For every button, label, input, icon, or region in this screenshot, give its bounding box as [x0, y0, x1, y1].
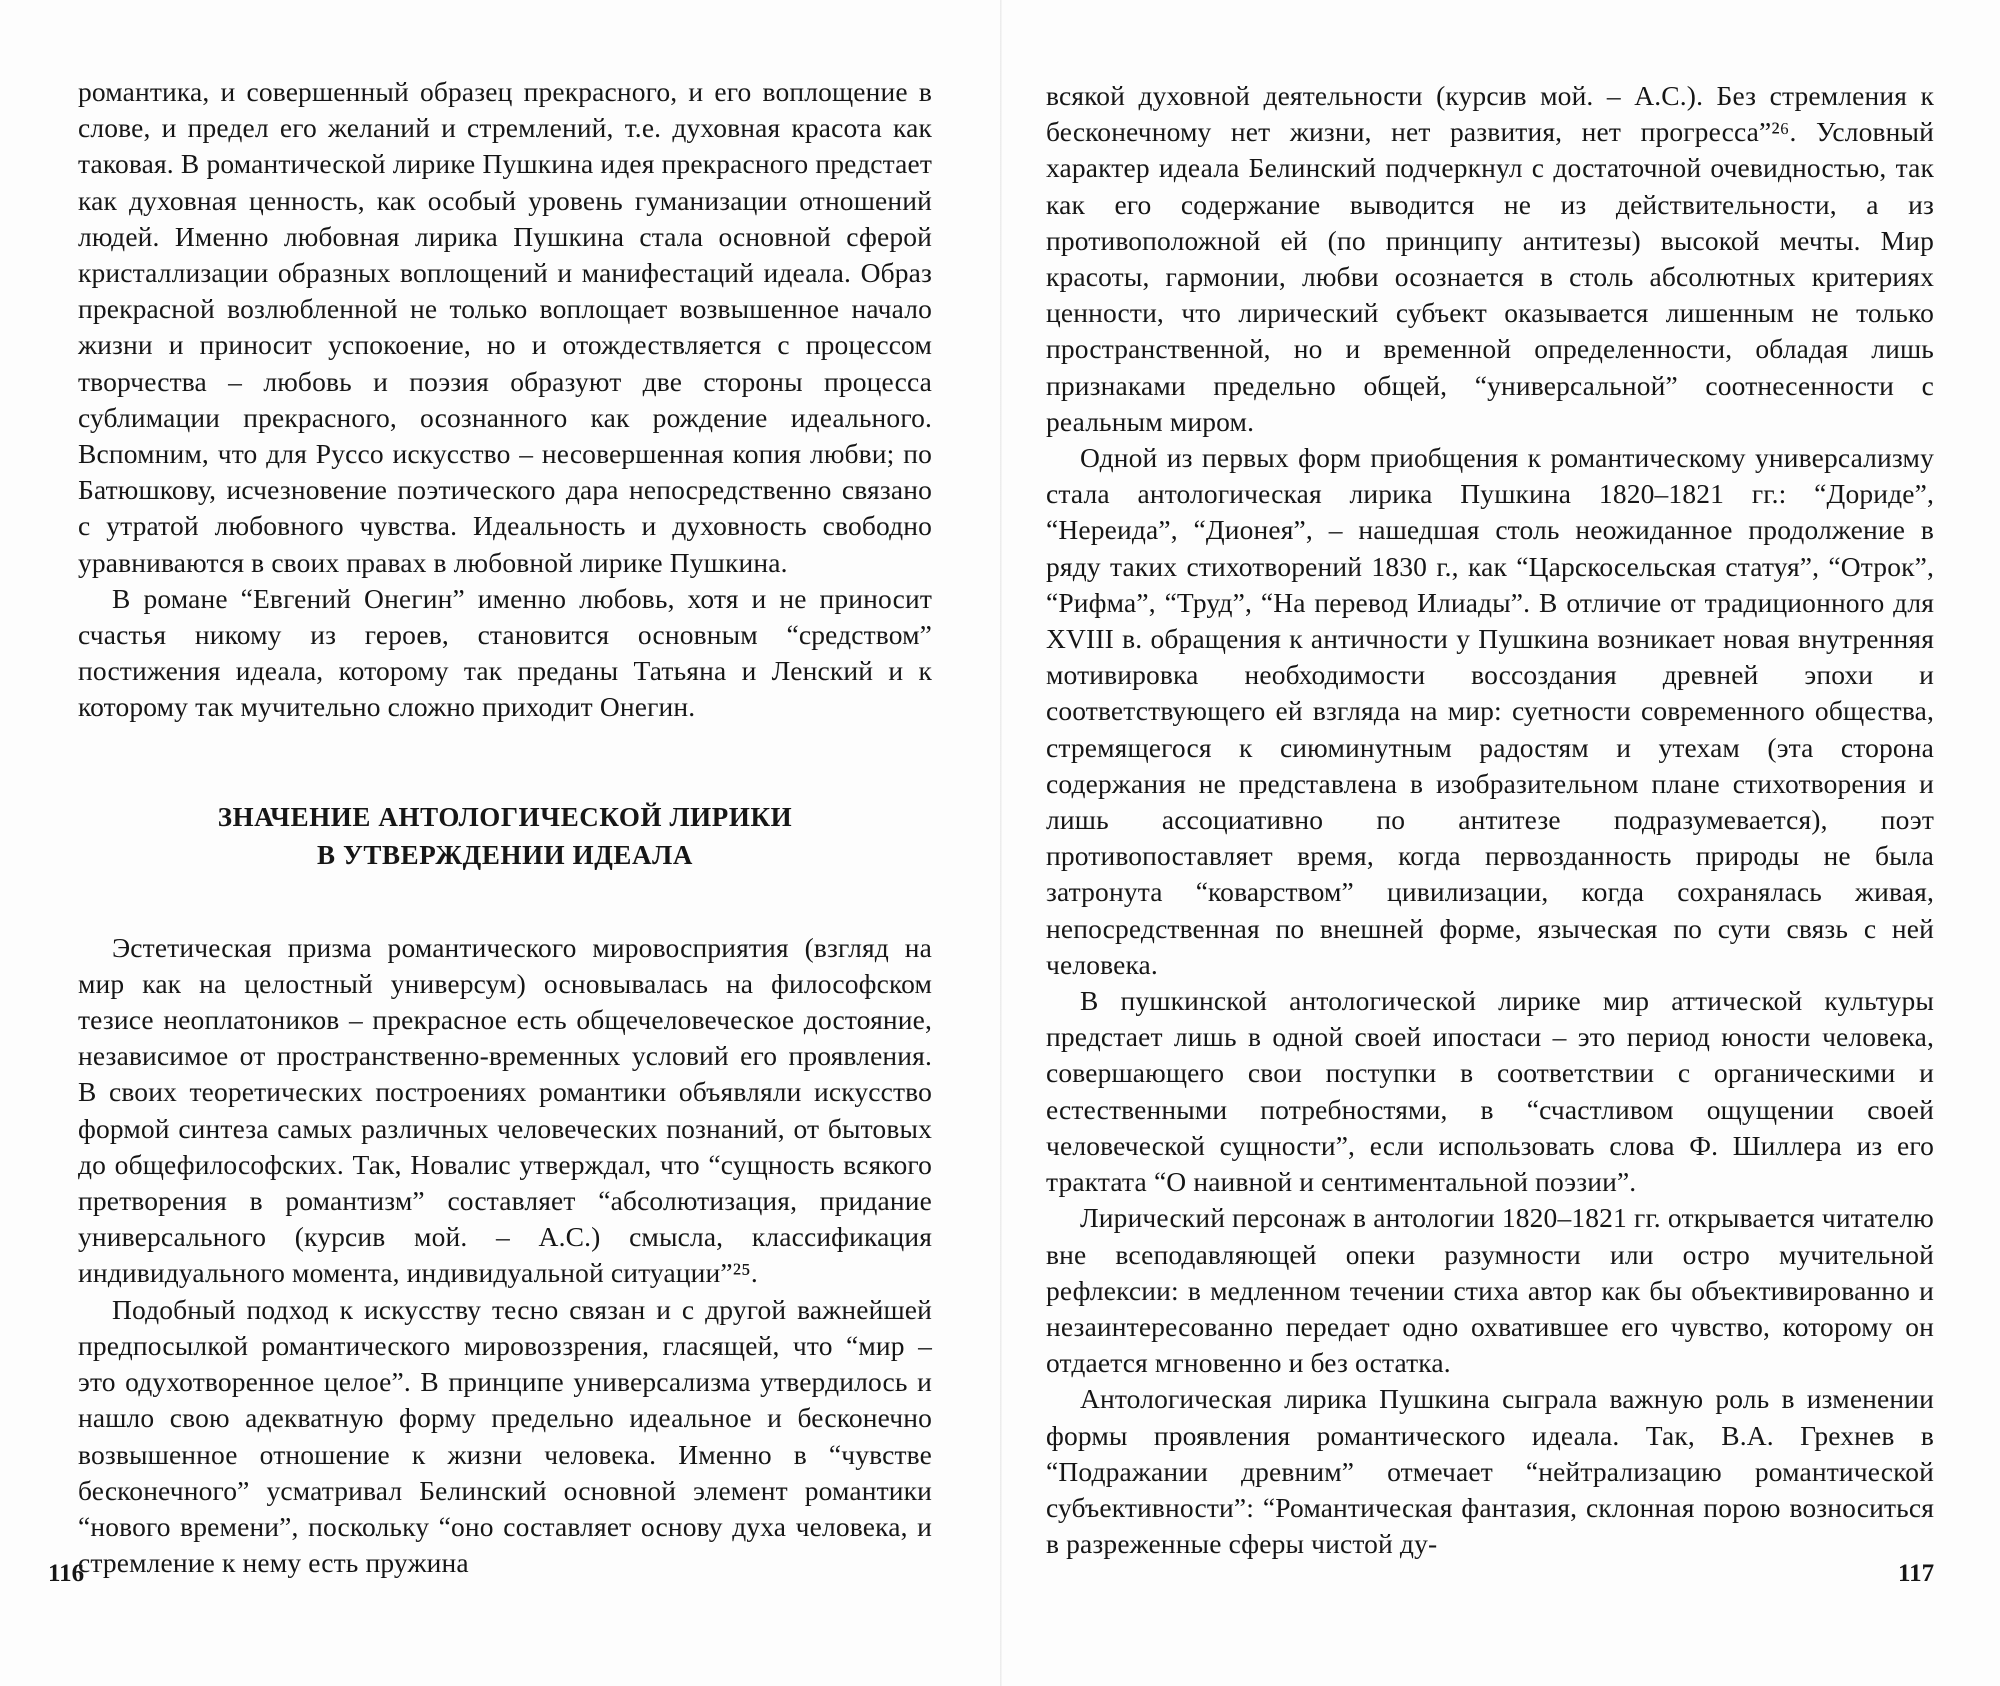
paragraph: Антологическая лирика Пушкина сыграла важную роль в изменении формы проявления романтического идеала. Так, В.А. Грехнев в “Подражании древним” отмечает “нейтрализацию романтической субъективности”: “Романтическая фантазия, склонная порою возноситься в разреженные сферы чистой ду-: [1046, 1383, 1934, 1560]
section-heading-line-2: В УТВЕРЖДЕНИИ ИДЕАЛА: [317, 839, 693, 870]
section-heading-line-1: ЗНАЧЕНИЕ АНТОЛОГИЧЕСКОЙ ЛИРИКИ: [217, 801, 793, 832]
paragraph: Подобный подход к искусству тесно связан и с другой важнейшей предпосылкой романтического мировоззрения, гласящей, что “мир – это одухотворенное целое”. В принципе универсализма утвердилось и нашло свою адекватную форму предельно идеальное и бесконечно возвышенное отношение к жизни человека. Именно в “чувстве бесконечного” усматривал Белинский основной элемент романтики “нового времени”, поскольку “оно составляет основу духа человека, и стремление к нему есть пружина: [78, 1293, 932, 1579]
paragraph-continued: всякой духовной деятельности (курсив мой. – А.С.). Без стремления к бесконечному нет жизни, нет развития, нет прогресса”²⁶. Условный характер идеала Белинский подчеркнул с достаточной очевидностью, так как его содержание выводится не из действительности, а из противоположной ей (по принципу антитезы) высокой мечты. Мир красоты, гармонии, любви осознается в столь абсолютных критериях ценности, что лирический субъект оказывается лишенным не только пространственной, но и временной определенности, обладая лишь признаками предельно общей, “универсальной” соотнесенности с реальным миром.: [1046, 80, 1934, 437]
paragraph: В романе “Евгений Онегин” именно любовь, хотя и не приносит счастья никому из героев, становится основным “средством” постижения идеала, которому так преданы Татьяна и Ленский и к которому так мучительно сложно приходит Онегин.: [78, 582, 932, 723]
paragraph: В пушкинской антологической лирике мир аттической культуры предстает лишь в одной своей ипостаси – это период юности человека, совершающего свои поступки в соответствии с органическими и естественными потребностями, в “счастливом ощущении своей человеческой сущности”, если использовать слова Ф. Шиллера из его трактата “О наивной и сентиментальной поэзии”.: [1046, 985, 1934, 1198]
paragraph: Эстетическая призма романтического мировосприятия (взгляд на мир как на целостный универсум) основывалась на философском тезисе неоплатоников – прекрасное есть общечеловеческое достояние, независимое от пространственно-временных условий его проявления. В своих теоретических построениях романтики объявляли искусство формой синтеза самых различных человеческих познаний, от бытовых до общефилософских. Так, Новалис утверждал, что “сущность всякого претворения в романтизм” составляет “абсолютизация, придание универсального (курсив мой. – А.С.) смысла, классификация индивидуального момента, индивидуальной ситуации”²⁵.: [78, 931, 932, 1289]
section-heading: [78, 798, 932, 874]
paragraph: Лирический персонаж в антологии 1820–1821 гг. открывается читателю вне всеподавляющей опеки разумности или остро мучительной рефлексии: в медленном течении стиха автор как бы объективированно и незаинтересованно передает одно охватившее его чувство, которому он отдается мгновенно и без остатка.: [1046, 1202, 1934, 1379]
paragraph-continued: романтика, и совершенный образец прекрасного, и его воплощение в слове, и предел его желаний и стремлений, т.е. духовная красота как таковая. В романтической лирике Пушкина идея прекрасного предстает как духовная ценность, как особый уровень гуманизации отношений людей. Именно любовная лирика Пушкина стала основной сферой кристаллизации образных воплощений и манифестаций идеала. Образ прекрасной возлюбленной не только воплощает возвышенное начало жизни и приносит успокоение, но и отождествляется с процессом творчества – любовь и поэзия образуют две стороны процесса сублимации прекрасного, осознанного как рождение идеального. Вспомним, что для Руссо искусство – несовершенная копия любви; по Батюшкову, исчезновение поэтического дара непосредственно связано с утратой любовного чувства. Идеальность и духовность свободно уравниваются в своих правах в любовной лирике Пушкина.: [78, 76, 932, 578]
page-number: 117: [1898, 1560, 1935, 1587]
page-number: 116: [48, 1560, 85, 1587]
paragraph: Одной из первых форм приобщения к романтическому универсализму стала антологическая лирика Пушкина 1820–1821 гг.: “Дориде”, “Нереида”, “Дионея”, – нашедшая столь неожиданное продолжение в ряду таких стихотворений 1830 г., как “Царскосельская статуя”, “Отрок”, “Рифма”, “Труд”, “На перевод Илиады”. В отличие от традиционного для XVIII в. обращения к античности у Пушкина возникает новая внутренняя мотивировка необходимости воссоздания древней эпохи и соответствующего ей взгляда на мир: суетности современного общества, стремящегося к сиюминутным радостям и утехам (эта сторона содержания не представлена в изобразительном плане стихотворения и лишь ассоциативно по антитезе подразумевается), поэт противопоставляет время, когда первозданность природы не была затронута “коварством” цивилизации, когда сохранялась живая, непосредственная по внешней форме, языческая по сути связь с ней человека.: [1046, 442, 1934, 980]
right-page-text-column: [1046, 78, 1934, 1562]
left-page-text-column: [78, 74, 932, 1581]
right-page: [1002, 0, 2000, 1686]
